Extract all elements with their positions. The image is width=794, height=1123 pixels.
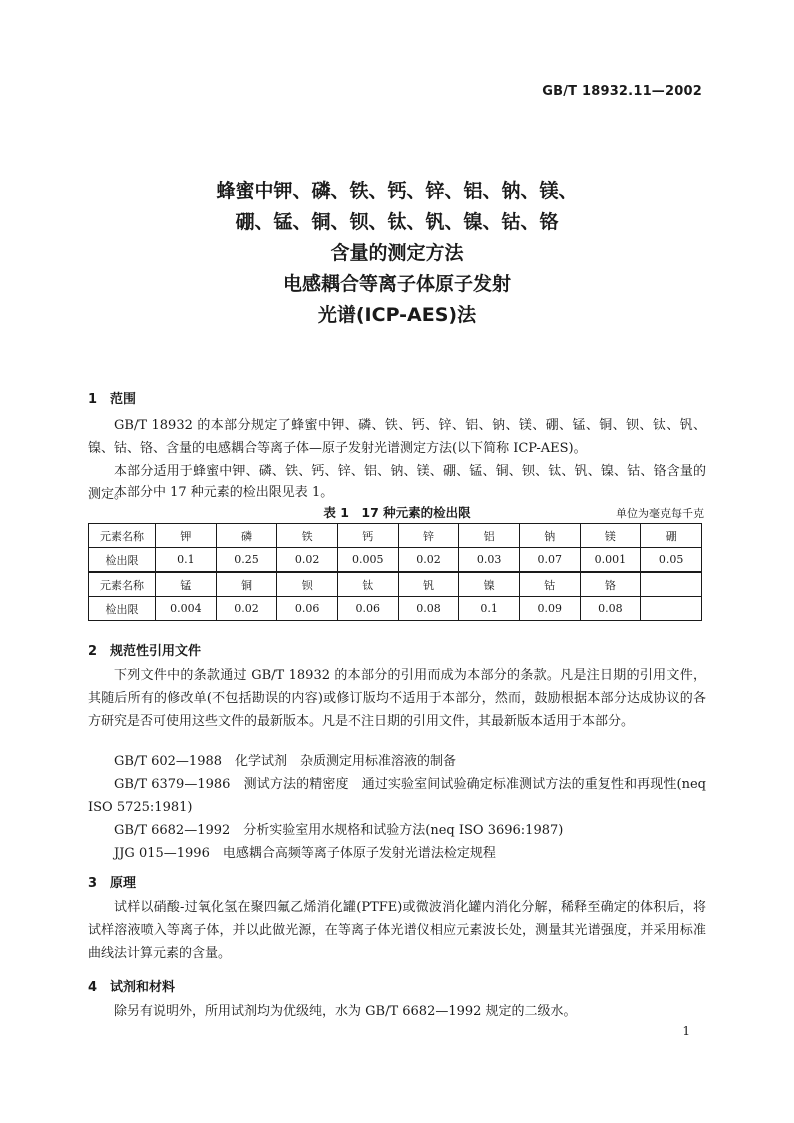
principle-paragraph: 试样以硝酸-过氧化氢在聚四氟乙烯消化罐(PTFE)或微波消化罐内消化分解，稀释至确定的体积后，将试样溶液喷入等离子体，并以此做光源，在等离子体光谱仪相应元素波长处，测量其光谱强度，并采用标准曲线法计算元素的含量。 [88, 900, 706, 961]
limit-cell: 0.1 [459, 597, 520, 621]
element-cell: 钙 [337, 524, 398, 548]
element-cell: 钠 [519, 524, 580, 548]
table-row [89, 572, 702, 597]
limit-cell: 0.25 [216, 548, 277, 573]
element-cell: 铝 [459, 524, 520, 548]
element-cell: 磷 [216, 524, 277, 548]
element-cell: 镍 [459, 572, 520, 597]
limit-cell: 0.02 [216, 597, 277, 621]
section-heading-scope [88, 388, 136, 407]
limit-cell: 0.08 [580, 597, 641, 621]
title-line: 含量的测定方法 [330, 242, 464, 264]
reference-item: GB/T 6682—1992 分析实验室用水规格和试验方法(neq ISO 3696:1987) [114, 823, 564, 838]
reference-item: GB/T 602—1988 化学试剂 杂质测定用标准溶液的制备 [114, 754, 457, 769]
limit-cell: 0.1 [156, 548, 217, 573]
table-row [89, 524, 702, 548]
row-label: 元素名称 [89, 572, 156, 597]
limit-cell: 0.05 [641, 548, 702, 573]
limit-cell: 0.06 [277, 597, 338, 621]
limit-cell [641, 597, 702, 621]
table-row [89, 548, 702, 573]
row-label: 元素名称 [89, 524, 156, 548]
section-title: 试剂和材料 [110, 980, 176, 995]
page-number: 1 [682, 1024, 690, 1038]
element-cell: 钴 [519, 572, 580, 597]
limit-cell: 0.09 [519, 597, 580, 621]
limit-cell: 0.07 [519, 548, 580, 573]
section-number: 3 [88, 876, 98, 891]
scope-applicability: 本部分适用于蜂蜜中钾、磷、铁、钙、锌、铝、钠、镁、硼、锰、铜、钡、钛、钒、镍、钴、铬含量的测定。 [88, 464, 706, 502]
limit-cell: 0.08 [398, 597, 459, 621]
standard-code: GB/T 18932.11—2002 [542, 84, 702, 99]
scope-paragraph: GB/T 18932 的本部分规定了蜂蜜中钾、磷、铁、钙、锌、铝、钠、镁、硼、锰、铜、钡、钛、钒、镍、钴、铬、含量的电感耦合等离子体—原子发射光谱测定方法(以下简称 ICP-AES)。 [88, 418, 706, 456]
document-title [0, 176, 794, 331]
section-number: 1 [88, 392, 98, 407]
section-number: 4 [88, 980, 98, 995]
limit-cell: 0.06 [337, 597, 398, 621]
element-cell: 锌 [398, 524, 459, 548]
section-heading-references [88, 640, 201, 659]
title-line: 光谱(ICP-AES)法 [317, 304, 477, 326]
element-cell: 铁 [277, 524, 338, 548]
detection-limit-table [88, 523, 702, 621]
reagents-paragraph: 除另有说明外，所用试剂均为优级纯，水为 GB/T 6682—1992 规定的二级水。 [114, 1004, 577, 1019]
element-cell: 钛 [337, 572, 398, 597]
reference-item: JJG 015—1996 电感耦合高频等离子体原子发射光谱法检定规程 [114, 846, 496, 861]
scope-table-reference: 本部分中 17 种元素的检出限见表 1。 [114, 485, 334, 500]
section-heading-principle [88, 872, 136, 891]
limit-cell: 0.005 [337, 548, 398, 573]
element-cell: 镁 [580, 524, 641, 548]
element-cell [641, 572, 702, 597]
title-line: 蜂蜜中钾、磷、铁、钙、锌、铝、钠、镁、 [216, 180, 578, 202]
limit-cell: 0.004 [156, 597, 217, 621]
title-line: 硼、锰、铜、钡、钛、钒、镍、钴、铬 [235, 211, 559, 233]
element-cell: 硼 [641, 524, 702, 548]
section-title: 范围 [110, 392, 137, 407]
limit-cell: 0.02 [398, 548, 459, 573]
section-title: 原理 [110, 876, 137, 891]
section-number: 2 [88, 644, 98, 659]
section-title: 规范性引用文件 [110, 644, 202, 659]
element-cell: 铬 [580, 572, 641, 597]
limit-cell: 0.03 [459, 548, 520, 573]
element-cell: 钾 [156, 524, 217, 548]
row-label: 检出限 [89, 548, 156, 573]
references-intro: 下列文件中的条款通过 GB/T 18932 的本部分的引用而成为本部分的条款。凡是注日期的引用文件，其随后所有的修改单(不包括勘误的内容)或修订版均不适用于本部分，然而，鼓励根据本部分达成协议的各方研究是否可使用这些文件的最新版本。凡是不注日期的引用文件，其最新版本适用于本部分。 [88, 668, 706, 729]
table-unit: 单位为毫克每千克 [616, 507, 704, 520]
element-cell: 钡 [277, 572, 338, 597]
row-label: 检出限 [89, 597, 156, 621]
section-heading-reagents [88, 976, 175, 995]
element-cell: 铜 [216, 572, 277, 597]
limit-cell: 0.001 [580, 548, 641, 573]
limit-cell: 0.02 [277, 548, 338, 573]
element-cell: 钒 [398, 572, 459, 597]
reference-item: GB/T 6379—1986 测试方法的精密度 通过实验室间试验确定标准测试方法的重复性和再现性(neq ISO 5725:1981) [88, 777, 706, 815]
table-row [89, 597, 702, 621]
title-line: 电感耦合等离子体原子发射 [282, 273, 511, 295]
element-cell: 锰 [156, 572, 217, 597]
table-caption: 表 1 17 种元素的检出限 [323, 505, 471, 520]
